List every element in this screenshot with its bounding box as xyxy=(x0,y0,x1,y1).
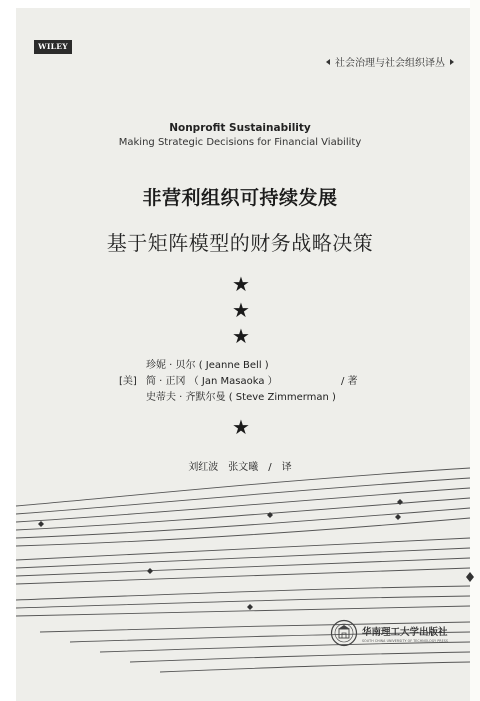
publisher-logo-icon xyxy=(330,619,358,647)
wiley-badge: WILEY xyxy=(34,40,72,54)
translators: 刘红波 张文曦 / 译 xyxy=(188,462,292,473)
star-icon: ★ xyxy=(232,415,250,439)
author-name: 珍妮 · 贝尔 ( Jeanne Bell ) xyxy=(146,360,269,371)
chinese-subtitle: 基于矩阵模型的财务战略决策 xyxy=(106,231,374,255)
author-name: 史蒂夫 · 齐默尔曼 ( Steve Zimmerman ) xyxy=(146,392,336,403)
publisher-text xyxy=(362,624,448,643)
star-icon: ★ xyxy=(232,324,250,348)
english-title: Nonprofit Sustainability xyxy=(169,122,311,134)
author-nationality: [美] xyxy=(119,376,137,387)
publisher-english-name: SOUTH CHINA UNIVERSITY OF TECHNOLOGY PRESS xyxy=(362,638,448,643)
author-name: 简 · 正冈 （ Jan Masaoka ） xyxy=(146,376,278,387)
chinese-title: 非营利组织可持续发展 xyxy=(142,187,338,209)
author-role: / 著 xyxy=(341,376,358,387)
star-icon: ★ xyxy=(232,272,250,296)
english-subtitle: Making Strategic Decisions for Financial Viability xyxy=(118,137,362,148)
publisher-name: 华南理工大学出版社 xyxy=(362,626,448,638)
series-name: 社会治理与社会组织译丛 xyxy=(335,58,445,69)
star-icon: ★ xyxy=(232,298,250,322)
publisher-mark xyxy=(330,615,450,651)
